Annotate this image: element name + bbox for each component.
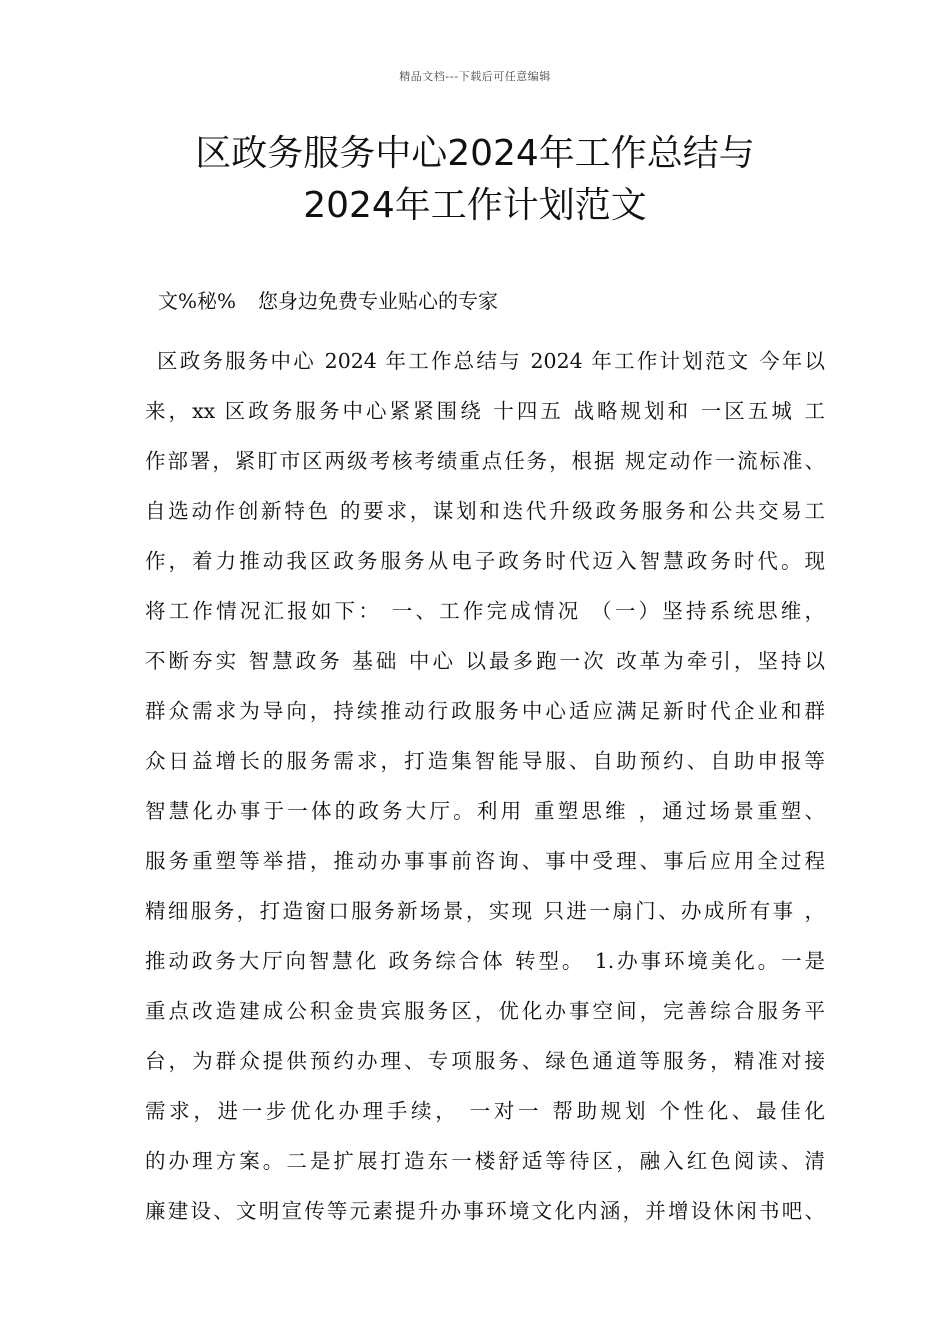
document-title [0, 128, 950, 232]
body-line: 群众需求为导向，持续推动行政服务中心适应满足新时代企业和群 [145, 699, 825, 723]
tagline-slogan: 您身边免费专业贴心的专家 [258, 289, 499, 313]
body-line: 需求，进一步优化办理手续， 一对一 帮助规划 个性化、最佳化 [145, 1099, 825, 1123]
body-line: 来，xx 区政务服务中心紧紧围绕 十四五 战略规划和 一区五城 工 [145, 399, 825, 423]
body-line: 智慧化办事于一体的政务大厅。利用 重塑思维 ，通过场景重塑、 [145, 799, 825, 823]
tagline [158, 286, 498, 316]
body-line: 廉建设、文明宣传等元素提升办事环境文化内涵，并增设休闲书吧、 [145, 1199, 825, 1223]
body-line: 作部署，紧盯市区两级考核考绩重点任务，根据 规定动作一流标准、 [145, 449, 825, 473]
title-line-2: 2024年工作计划范文 [303, 185, 647, 226]
body-line: 重点改造建成公积金贵宾服务区，优化办事空间，完善综合服务平 [145, 999, 825, 1023]
body-line: 台，为群众提供预约办理、专项服务、绿色通道等服务，精准对接 [145, 1049, 825, 1073]
body-line: 区政务服务中心 2024 年工作总结与 2024 年工作计划范文 今年以 [157, 349, 825, 373]
body-line: 的办理方案。二是扩展打造东一楼舒适等待区，融入红色阅读、清 [145, 1149, 825, 1173]
body-line: 作，着力推动我区政务服务从电子政务时代迈入智慧政务时代。现 [145, 549, 825, 573]
body-line: 自选动作创新特色 的要求，谋划和迭代升级政务服务和公共交易工 [145, 499, 825, 523]
body-line: 将工作情况汇报如下： 一、工作完成情况 （一）坚持系统思维， [145, 599, 825, 623]
body-line: 服务重塑等举措，推动办事事前咨询、事中受理、事后应用全过程 [145, 849, 825, 873]
body-line: 众日益增长的服务需求，打造集智能导服、自助预约、自助申报等 [145, 749, 825, 773]
title-line-1: 区政务服务中心2024年工作总结与 [195, 133, 755, 174]
tagline-source: 文%秘% [158, 289, 237, 313]
body-line: 不断夯实 智慧政务 基础 中心 以最多跑一次 改革为牵引，坚持以 [145, 649, 825, 673]
body-text [145, 336, 825, 1236]
body-line: 推动政务大厅向智慧化 政务综合体 转型。 1.办事环境美化。一是 [145, 949, 825, 973]
body-line: 精细服务，打造窗口服务新场景，实现 只进一扇门、办成所有事 ， [145, 899, 825, 923]
header-note: 精品文档---下载后可任意编辑 [399, 70, 551, 83]
